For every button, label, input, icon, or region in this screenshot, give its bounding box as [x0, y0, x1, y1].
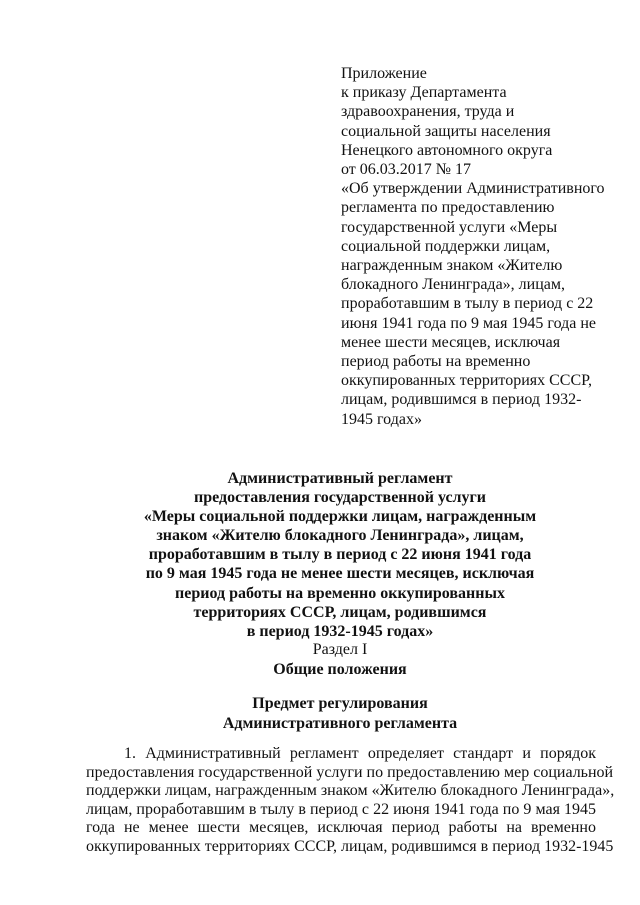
- appendix-line: регламента по предоставлению: [341, 199, 555, 217]
- section-heading: [100, 640, 580, 679]
- subject-heading: [100, 694, 580, 733]
- title-line: знаком «Жителю блокадного Ленинграда», лицам,: [156, 527, 524, 545]
- title-line: в период 1932-1945 годах»: [246, 622, 434, 640]
- appendix-line: Приложение: [341, 65, 427, 82]
- appendix-line: блокадного Ленинграда», лицам,: [341, 276, 565, 294]
- appendix-line: от 06.03.2017 № 17: [341, 161, 472, 179]
- title-line: «Меры социальной поддержки лицам, награжденным: [143, 508, 537, 526]
- appendix-line: социальной поддержки лицам,: [341, 237, 551, 255]
- appendix-line: здравоохранения, труда и: [341, 103, 515, 121]
- title-line: территориях СССР, лицам, родившимся: [193, 603, 487, 621]
- appendix-line: государственной услуги «Меры: [341, 218, 558, 236]
- appendix-line: период работы на временно: [341, 353, 531, 371]
- subject-line: Предмет регулирования: [252, 695, 428, 712]
- appendix-line: 1945 годах»: [341, 410, 422, 428]
- appendix-line: проработавшим в тылу в период с 22: [341, 295, 594, 313]
- paragraph-line: лицам, проработавшим в тылу в период с 22 июня 1941 года по 9 мая 1945: [86, 800, 596, 818]
- title-line: по 9 мая 1945 года не менее шести месяцев, исключая: [145, 565, 535, 583]
- appendix-line: лицам, родившимся в период 1932-: [341, 391, 582, 409]
- paragraph-line: оккупированных территориях СССР, лицам, родившимся в период 1932-1945: [86, 837, 614, 855]
- appendix-line: июня 1941 года по 9 мая 1945 года не: [341, 314, 597, 332]
- paragraph-line: 1. Административный регламент определяет стандарт и порядок: [124, 745, 596, 762]
- title-line: период работы на временно оккупированных: [175, 584, 505, 602]
- appendix-line: Ненецкого автономного округа: [341, 141, 553, 159]
- section-name: Общие положения: [273, 660, 407, 678]
- subject-line: Административного регламента: [222, 714, 458, 732]
- paragraph-line: года не менее шести месяцев, исключая период работы на временно: [86, 819, 596, 837]
- appendix-line: награжденным знаком «Жителю: [341, 257, 563, 275]
- title-line: предоставления государственной услуги: [193, 489, 487, 507]
- paragraph-1: [86, 745, 615, 857]
- document-title: [100, 469, 580, 641]
- appendix-line: социальной защиты населения: [341, 122, 551, 140]
- title-line: проработавшим в тылу в период с 22 июня 1941 года: [148, 546, 532, 564]
- paragraph-line: предоставления государственной услуги по предоставлению мер социальной: [86, 763, 614, 781]
- appendix-line: «Об утверждении Административного: [341, 180, 605, 198]
- title-line: Административный регламент: [227, 470, 453, 487]
- appendix-line: к приказу Департамента: [341, 84, 507, 102]
- section-label: Раздел I: [312, 641, 368, 658]
- paragraph-line: поддержки лицам, награжденным знаком «Жителю блокадного Ленинграда»,: [86, 782, 615, 800]
- appendix-header: [341, 64, 611, 429]
- appendix-line: оккупированных территориях СССР,: [341, 372, 593, 390]
- appendix-line: менее шести месяцев, исключая: [341, 333, 561, 351]
